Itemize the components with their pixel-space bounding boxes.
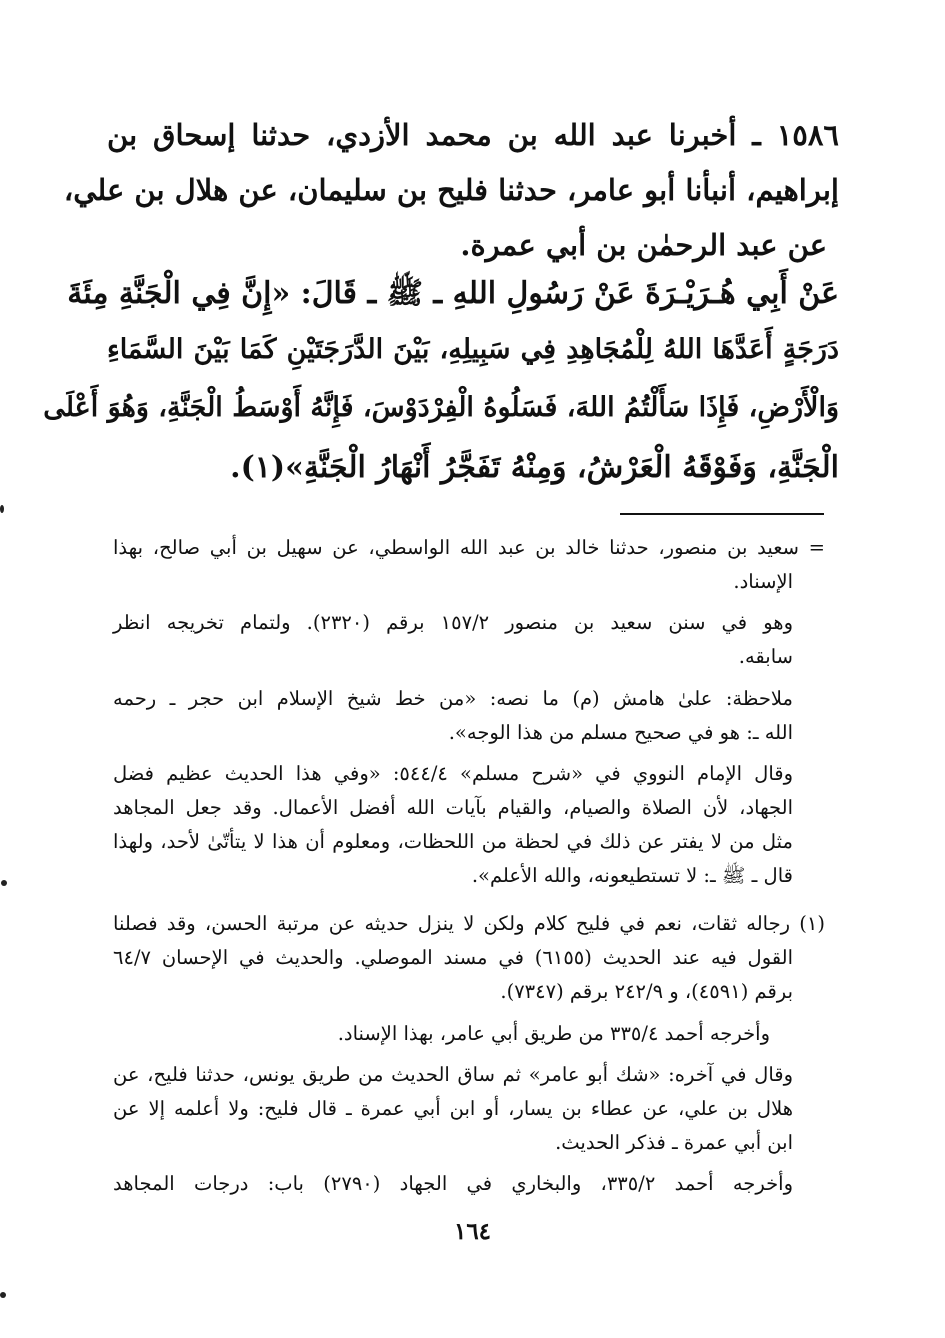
footnote-divider (620, 513, 824, 515)
footnote-line-13: برقم (٤٥٩١)، و ٢٤٢/٩ برقم (٧٣٤٧). (500, 980, 793, 1003)
main-line-3: عن عبد الرحمٰن بن أبي عمرة. (460, 228, 827, 262)
footnote-line-10: قال ـ ﷺ ـ: لا تستطيعونه، والله الأعلم». (471, 864, 793, 887)
footnote-line-5: ملاحظة: علىٰ هامش (م) ما نصه: «من خط شيخ الإسلام ابن حجر ـ رحمه (113, 687, 793, 710)
hadith-line-3: وَالْأَرْضِ، فَإِذَا سَأَلْتُمُ اللهَ، فَسَلُوهُ الْفِرْدَوْسَ، فَإِنَّهُ أَوْسَطُ الْجَنَّةِ، وَهُوَ أَعْلَى (43, 392, 839, 423)
footnote-line-2: الإسناد. (733, 570, 793, 593)
scan-speck (0, 1292, 6, 1298)
main-line-2: إبراهيم، أنبأنا أبو عامر، حدثنا فليح بن سليمان، عن هلال بن علي، (63, 173, 839, 207)
hadith-line-4: الْجَنَّةِ، وَفَوْقَهُ الْعَرْشُ، وَمِنْهُ تَفَجَّرُ أَنْهَارُ الْجَنَّةِ»(١). (230, 450, 839, 485)
footnote-line-14: وأخرجه أحمد ٣٣٥/٤ من طريق أبي عامر، بهذا الإسناد. (337, 1022, 770, 1045)
footnote-line-6: الله ـ: هو في صحيح مسلم من هذا الوجه». (448, 721, 793, 744)
scan-speck (0, 505, 4, 513)
footnote-line-18: وأخرجه أحمد ٣٣٥/٢، والبخاري في الجهاد (٢٧٩٠) باب: درجات المجاهد (113, 1172, 793, 1195)
footnote-line-16: هلال بن علي، عن عطاء بن يسار، أو ابن أبي عمرة ـ قال فليح: ولا أعلمه إلا عن (113, 1097, 793, 1120)
footnote-line-9: مثل من لا يفتر عن ذلك في لحظة من اللحظات، ومعلوم أن هذا لا يتأتّىٰ لأحد، ولهذا (113, 830, 793, 853)
footnote-line-15: وقال في آخره: «شك أبو عامر» ثم ساق الحديث من طريق يونس، حدثنا فليح، عن (113, 1063, 793, 1086)
footnote-line-12: القول فيه عند الحديث (٦١٥٥) في مسند الموصلي. والحديث في الإحسان ٦٤/٧ (113, 946, 794, 969)
footnote-line-1: = سعيد بن منصور، حدثنا خالد بن عبد الله الواسطي، عن سهيل بن أبي صالح، بهذا (113, 536, 825, 559)
footnote-line-7: وقال الإمام النووي في «شرح مسلم» ٥٤٤/٤: «وفي هذا الحديث عظيم فضل (113, 762, 794, 785)
footnote-line-8: الجهاد، لأن الصلاة والصيام، والقيام بآيات الله أفضل الأعمال. وقد جعل المجاهد (113, 796, 793, 819)
hadith-line-1: عَنْ أَبِي هُـرَيْـرَةَ عَنْ رَسُولِ اللهِ ـ ﷺ ـ قَالَ: «إِنَّ فِي الْجَنَّةِ مِئَةَ (67, 276, 839, 311)
footnote-line-3: وهو في سنن سعيد بن منصور ١٥٧/٢ برقم (٢٣٢٠). ولتمام تخريجه انظر (113, 611, 793, 634)
hadith-line-2: دَرَجَةٍ أَعَدَّهَا اللهُ لِلْمُجَاهِدِ فِي سَبِيلِهِ، بَيْنَ الدَّرَجَتَيْنِ كَمَا بَيْنَ السَّمَاءِ (107, 334, 839, 365)
footnote-line-11: (١) رجاله ثقات، نعم في فليح كلام ولكن لا ينزل حديثه عن مرتبة الحسن، وقد فصلنا (113, 912, 825, 935)
main-line-1: ١٥٨٦ ـ أخبرنا عبد الله بن محمد الأزدي، حدثنا إسحاق بن (107, 118, 839, 152)
scan-speck (1, 880, 7, 886)
page-number: ١٦٤ (453, 1218, 492, 1245)
footnote-line-4: سابقه. (738, 645, 793, 668)
footnote-line-17: ابن أبي عمرة ـ فذكر الحديث. (555, 1131, 793, 1154)
